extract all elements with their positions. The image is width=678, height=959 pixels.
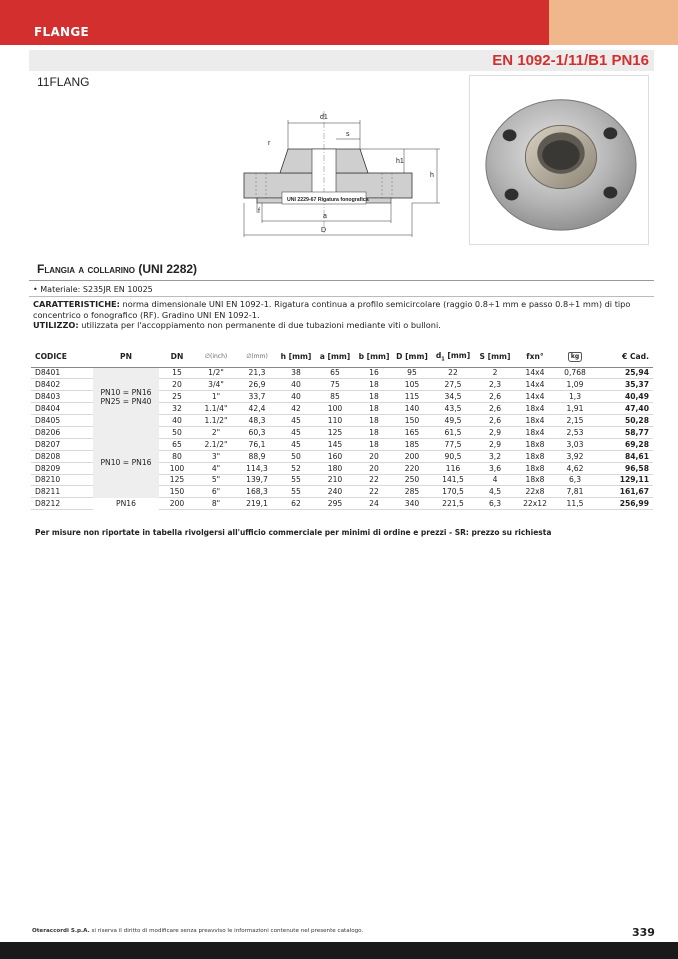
cell-a: 180 xyxy=(315,462,355,474)
cell-d1: 170,5 xyxy=(431,486,475,498)
cell-weight: 2,53 xyxy=(555,426,595,438)
cell-d1: 77,5 xyxy=(431,438,475,450)
drawing-label-s: s xyxy=(346,131,350,138)
cell-code: D8208 xyxy=(31,450,93,462)
cell-a: 100 xyxy=(315,403,355,415)
cell-diameter-mm: 26,9 xyxy=(237,379,277,391)
cell-dn: 65 xyxy=(159,438,195,450)
cell-price: 50,28 xyxy=(595,415,653,427)
cell-h: 50 xyxy=(277,450,315,462)
table-header-row xyxy=(31,347,653,367)
cell-weight: 1,3 xyxy=(555,391,595,403)
cell-diameter-inch: 1.1/4" xyxy=(195,403,237,415)
col-header-dn: DN xyxy=(159,347,195,367)
cell-code: D8401 xyxy=(31,367,93,379)
cell-s: 2,6 xyxy=(475,391,515,403)
drawing-label-r: r xyxy=(268,140,271,147)
col-header-price: € Cad. xyxy=(595,347,653,367)
cell-code: D8211 xyxy=(31,486,93,498)
cell-b: 18 xyxy=(355,415,393,427)
cell-dn: 32 xyxy=(159,403,195,415)
cell-diameter-inch: 3" xyxy=(195,450,237,462)
cell-d1: 22 xyxy=(431,367,475,379)
cell-price: 161,67 xyxy=(595,486,653,498)
drawing-label-h1: h1 xyxy=(396,158,404,165)
cell-a: 240 xyxy=(315,486,355,498)
cell-d1: 90,5 xyxy=(431,450,475,462)
cell-s: 4 xyxy=(475,474,515,486)
cell-s: 2 xyxy=(475,367,515,379)
cell-pn-group xyxy=(93,367,159,426)
cell-fxn: 14x4 xyxy=(515,379,555,391)
col-header-d1-sub: 1 xyxy=(441,356,445,363)
col-header-d1-text: d xyxy=(435,350,442,360)
table-note: Per misure non riportate in tabella rivolgersi all'ufficio commerciale per minimi di ordine e prezzi - SR: prezzo su richiesta xyxy=(35,528,552,537)
cell-fxn: 14x4 xyxy=(515,367,555,379)
product-title xyxy=(37,262,197,276)
cell-diameter-inch: 2.1/2" xyxy=(195,438,237,450)
cell-D: 105 xyxy=(393,379,431,391)
cell-diameter-inch: 6" xyxy=(195,486,237,498)
drawing-caption: UNI 2229-67 Rigatura fonografica xyxy=(287,197,369,203)
cell-b: 18 xyxy=(355,426,393,438)
cell-code: D8405 xyxy=(31,415,93,427)
drawing-label-h: h xyxy=(430,172,434,179)
cell-d1: 34,5 xyxy=(431,391,475,403)
cell-a: 295 xyxy=(315,498,355,510)
pn-group-label: PN10 = PN16 xyxy=(100,387,152,397)
characteristics-paragraph xyxy=(33,299,653,320)
cell-weight: 6,3 xyxy=(555,474,595,486)
table-row xyxy=(31,367,653,379)
cell-weight: 2,15 xyxy=(555,415,595,427)
cell-fxn: 18x4 xyxy=(515,426,555,438)
cell-s: 3,6 xyxy=(475,462,515,474)
cell-diameter-inch: 1.1/2" xyxy=(195,415,237,427)
cell-diameter-mm: 42,4 xyxy=(237,403,277,415)
product-title-standard: (UNI 2282) xyxy=(138,262,198,276)
cell-diameter-inch: 1/2" xyxy=(195,367,237,379)
cell-a: 75 xyxy=(315,379,355,391)
cell-b: 20 xyxy=(355,462,393,474)
cell-d1: 49,5 xyxy=(431,415,475,427)
cell-D: 285 xyxy=(393,486,431,498)
cell-fxn: 18x4 xyxy=(515,403,555,415)
cell-b: 22 xyxy=(355,486,393,498)
col-header-b: b [mm] xyxy=(355,347,393,367)
footer-text: si riserva il diritto di modificare senza preavviso le informazioni contenute nel presente catalogo. xyxy=(89,928,364,934)
cell-D: 95 xyxy=(393,367,431,379)
page-number: 339 xyxy=(632,926,655,939)
cell-fxn: 18x8 xyxy=(515,438,555,450)
cell-b: 18 xyxy=(355,391,393,403)
cell-diameter-inch: 8" xyxy=(195,498,237,510)
cell-weight: 0,768 xyxy=(555,367,595,379)
cell-h: 40 xyxy=(277,391,315,403)
drawing-label-f: f xyxy=(258,208,260,215)
divider xyxy=(29,280,654,281)
cell-dn: 50 xyxy=(159,426,195,438)
cell-fxn: 18x8 xyxy=(515,462,555,474)
drawing-label-a: a xyxy=(323,213,327,220)
table-row xyxy=(31,498,653,510)
cell-D: 140 xyxy=(393,403,431,415)
cell-b: 18 xyxy=(355,403,393,415)
col-header-pn: PN xyxy=(93,347,159,367)
cell-weight: 4,62 xyxy=(555,462,595,474)
cell-diameter-mm: 48,3 xyxy=(237,415,277,427)
cell-dn: 40 xyxy=(159,415,195,427)
cell-diameter-inch: 2" xyxy=(195,426,237,438)
usage-paragraph xyxy=(33,320,653,331)
cell-a: 210 xyxy=(315,474,355,486)
cell-fxn: 18x4 xyxy=(515,415,555,427)
footer-disclaimer xyxy=(32,928,363,934)
cell-diameter-inch: 5" xyxy=(195,474,237,486)
cell-b: 18 xyxy=(355,379,393,391)
cell-fxn: 22x8 xyxy=(515,486,555,498)
col-header-h: h [mm] xyxy=(277,347,315,367)
col-header-d1-unit: [mm] xyxy=(444,350,471,360)
cell-s: 2,9 xyxy=(475,438,515,450)
cell-d1: 221,5 xyxy=(431,498,475,510)
table-body xyxy=(31,367,653,510)
cell-price: 256,99 xyxy=(595,498,653,510)
cell-weight: 7,81 xyxy=(555,486,595,498)
cell-diameter-mm: 219,1 xyxy=(237,498,277,510)
drawing-label-d1: d1 xyxy=(320,114,328,121)
cell-D: 115 xyxy=(393,391,431,403)
cell-a: 125 xyxy=(315,426,355,438)
top-header-bar xyxy=(0,0,678,45)
usage-text: utilizzata per l'accoppiamento non permanente di due tubazioni mediante viti o bulloni. xyxy=(78,320,441,330)
col-header-fxn: fxn° xyxy=(515,347,555,367)
cell-code: D8212 xyxy=(31,498,93,510)
cell-b: 18 xyxy=(355,438,393,450)
cell-h: 45 xyxy=(277,426,315,438)
flange-photo xyxy=(469,75,649,245)
cell-h: 62 xyxy=(277,498,315,510)
cell-pn-group xyxy=(93,426,159,497)
cell-fxn: 18x8 xyxy=(515,474,555,486)
weight-icon: kg xyxy=(568,352,582,362)
cell-weight: 1,09 xyxy=(555,379,595,391)
cell-diameter-mm: 76,1 xyxy=(237,438,277,450)
cell-code: D8404 xyxy=(31,403,93,415)
description-block xyxy=(33,299,653,331)
cell-b: 16 xyxy=(355,367,393,379)
col-header-s: S [mm] xyxy=(475,347,515,367)
cell-price: 96,58 xyxy=(595,462,653,474)
cell-a: 160 xyxy=(315,450,355,462)
cell-fxn: 22x12 xyxy=(515,498,555,510)
cell-diameter-mm: 21,3 xyxy=(237,367,277,379)
cell-weight: 3,03 xyxy=(555,438,595,450)
cell-h: 40 xyxy=(277,379,315,391)
cell-D: 185 xyxy=(393,438,431,450)
cell-dn: 15 xyxy=(159,367,195,379)
cell-d1: 116 xyxy=(431,462,475,474)
standard-label: EN 1092-1/11/B1 PN16 xyxy=(492,52,649,69)
cell-price: 40,49 xyxy=(595,391,653,403)
cell-fxn: 14x4 xyxy=(515,391,555,403)
cell-a: 65 xyxy=(315,367,355,379)
col-header-a: a [mm] xyxy=(315,347,355,367)
cell-D: 220 xyxy=(393,462,431,474)
cell-diameter-mm: 88,9 xyxy=(237,450,277,462)
cell-a: 110 xyxy=(315,415,355,427)
cell-D: 150 xyxy=(393,415,431,427)
cell-d1: 43,5 xyxy=(431,403,475,415)
cell-code: D8403 xyxy=(31,391,93,403)
cell-s: 3,2 xyxy=(475,450,515,462)
drawing-label-D: D xyxy=(321,227,327,234)
section-title: FLANGE xyxy=(34,25,90,39)
cell-h: 55 xyxy=(277,474,315,486)
technical-drawing xyxy=(232,103,452,243)
material-line: • Materiale: S235JR EN 10025 xyxy=(33,285,153,294)
product-title-main: Flangia a collarino xyxy=(37,262,135,276)
cell-d1: 141,5 xyxy=(431,474,475,486)
cell-s: 6,3 xyxy=(475,498,515,510)
cell-price: 84,61 xyxy=(595,450,653,462)
cell-diameter-inch: 1" xyxy=(195,391,237,403)
characteristics-label: CARATTERISTICHE: xyxy=(33,299,120,309)
divider xyxy=(29,296,654,297)
cell-price: 58,77 xyxy=(595,426,653,438)
cell-h: 45 xyxy=(277,438,315,450)
cell-diameter-mm: 33,7 xyxy=(237,391,277,403)
table-row xyxy=(31,426,653,438)
cell-diameter-mm: 114,3 xyxy=(237,462,277,474)
cell-code: D8210 xyxy=(31,474,93,486)
bottom-bar xyxy=(0,942,678,959)
cell-h: 42 xyxy=(277,403,315,415)
cell-D: 340 xyxy=(393,498,431,510)
cell-price: 35,37 xyxy=(595,379,653,391)
col-header-weight xyxy=(555,347,595,367)
cell-b: 22 xyxy=(355,474,393,486)
cell-diameter-mm: 139,7 xyxy=(237,474,277,486)
cell-h: 55 xyxy=(277,486,315,498)
cell-pn-group xyxy=(93,498,159,510)
col-header-code: CODICE xyxy=(31,347,93,367)
cell-dn: 150 xyxy=(159,486,195,498)
cell-b: 20 xyxy=(355,450,393,462)
standard-bar xyxy=(29,50,654,71)
usage-label: UTILIZZO: xyxy=(33,320,79,330)
cell-code: D8206 xyxy=(31,426,93,438)
cell-D: 200 xyxy=(393,450,431,462)
cell-fxn: 18x8 xyxy=(515,450,555,462)
pn-group-label: PN16 xyxy=(116,499,136,509)
cell-dn: 25 xyxy=(159,391,195,403)
cell-weight: 3,92 xyxy=(555,450,595,462)
cell-diameter-inch: 4" xyxy=(195,462,237,474)
cell-dn: 20 xyxy=(159,379,195,391)
cell-s: 2,6 xyxy=(475,403,515,415)
product-code: 11FLANG xyxy=(37,75,90,89)
cell-code: D8207 xyxy=(31,438,93,450)
cell-weight: 1,91 xyxy=(555,403,595,415)
cell-price: 47,40 xyxy=(595,403,653,415)
cell-diameter-mm: 168,3 xyxy=(237,486,277,498)
cell-s: 2,3 xyxy=(475,379,515,391)
cell-price: 129,11 xyxy=(595,474,653,486)
footer-company: Oteraccordi S.p.A. xyxy=(32,928,90,934)
pn-group-label: PN25 = PN40 xyxy=(100,396,152,406)
cell-s: 2,6 xyxy=(475,415,515,427)
col-header-d1 xyxy=(431,347,475,367)
col-header-D: D [mm] xyxy=(393,347,431,367)
dimensions-table xyxy=(31,347,653,510)
col-header-diameter-mm: ∅(mm) xyxy=(237,347,277,367)
cell-weight: 11,5 xyxy=(555,498,595,510)
cell-diameter-inch: 3/4" xyxy=(195,379,237,391)
cell-code: D8402 xyxy=(31,379,93,391)
cell-dn: 200 xyxy=(159,498,195,510)
cell-b: 24 xyxy=(355,498,393,510)
cell-price: 69,28 xyxy=(595,438,653,450)
cell-diameter-mm: 60,3 xyxy=(237,426,277,438)
cell-s: 4,5 xyxy=(475,486,515,498)
pn-group-label: PN10 = PN16 xyxy=(100,457,152,467)
cell-d1: 27,5 xyxy=(431,379,475,391)
cell-d1: 61,5 xyxy=(431,426,475,438)
cell-price: 25,94 xyxy=(595,367,653,379)
cell-s: 2,9 xyxy=(475,426,515,438)
cell-a: 85 xyxy=(315,391,355,403)
cell-dn: 125 xyxy=(159,474,195,486)
cell-D: 250 xyxy=(393,474,431,486)
col-header-diameter-inch: ∅(inch) xyxy=(195,347,237,367)
cell-dn: 100 xyxy=(159,462,195,474)
cell-h: 45 xyxy=(277,415,315,427)
cell-D: 165 xyxy=(393,426,431,438)
characteristics-text: norma dimensionale UNI EN 1092-1. Rigatura continua a profilo semicircolare (raggio 0.8÷1 mm e passo 0.8÷1 mm) di tipo concentrico o fonografico (RF). Gradino UNI EN 1092-1. xyxy=(33,299,631,320)
cell-h: 52 xyxy=(277,462,315,474)
cell-dn: 80 xyxy=(159,450,195,462)
cell-h: 38 xyxy=(277,367,315,379)
cell-a: 145 xyxy=(315,438,355,450)
cell-code: D8209 xyxy=(31,462,93,474)
header-peach-band xyxy=(549,0,678,45)
